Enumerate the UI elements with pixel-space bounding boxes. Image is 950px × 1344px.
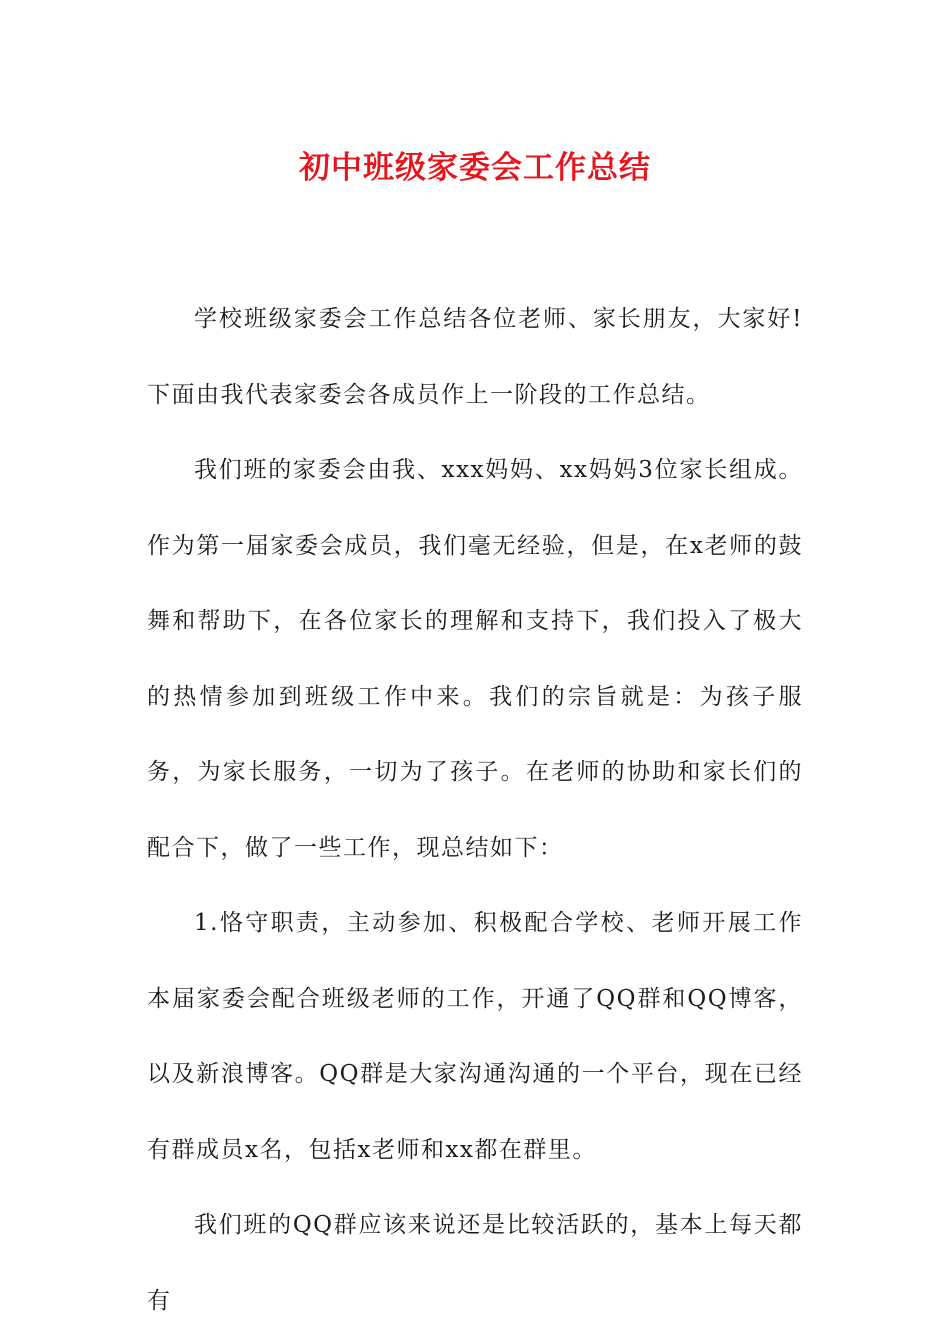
document-title: 初中班级家委会工作总结 <box>299 150 651 186</box>
paragraph-committee-intro: 我们班的家委会由我、xxx妈妈、xx妈妈3位家长组成。作为第一届家委会成员，我们毫无经验，但是，在x老师的鼓舞和帮助下，在各位家长的理解和支持下，我们投入了极大的热情参加到班级工作中来。我们的宗旨就是：为孩子服务，为家长服务，一切为了孩子。在老师的协助和家长们的配合下，做了一些工作，现总结如下： <box>147 457 803 861</box>
paragraph-greeting: 学校班级家委会工作总结各位老师、家长朋友，大家好!下面由我代表家委会各成员作上一阶段的工作总结。 <box>147 306 803 408</box>
document-body <box>147 282 803 1339</box>
paragraph-qq-group: 我们班的QQ群应该来说还是比较活跃的，基本上每天都有 <box>147 1212 803 1314</box>
paragraph-duties: 1.恪守职责，主动参加、积极配合学校、老师开展工作本届家委会配合班级老师的工作，开通了QQ群和QQ博客，以及新浪博客。QQ群是大家沟通沟通的一个平台，现在已经有群成员x名，包括x老师和xx都在群里。 <box>147 910 803 1163</box>
